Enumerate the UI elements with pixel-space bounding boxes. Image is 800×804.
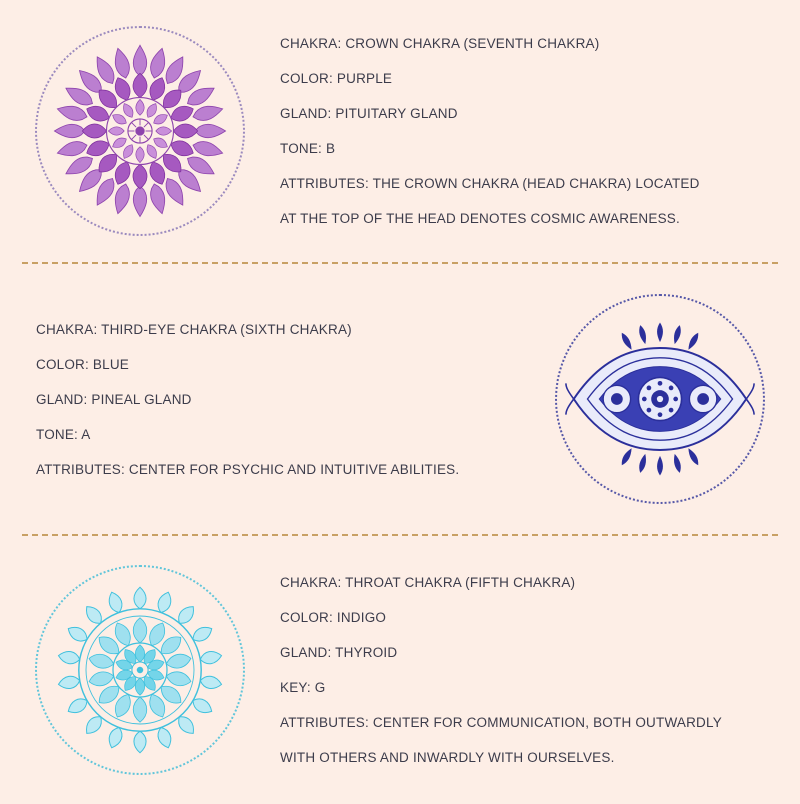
detail-line-tone: TONE: A — [36, 426, 91, 442]
detail-line-color: COLOR: PURPLE — [280, 71, 393, 86]
text-column-crown — [280, 26, 800, 236]
detail-line-chakra: CHAKRA: CROWN CHAKRA (SEVENTH CHAKRA) — [280, 36, 600, 51]
detail-line-key: KEY: G — [280, 680, 326, 695]
text-column-third-eye — [0, 312, 520, 487]
detail-line-attributes-1: ATTRIBUTES: THE CROWN CHAKRA (HEAD CHAKRA) LOCATED — [280, 176, 700, 191]
detail-line-attributes-1: ATTRIBUTES: CENTER FOR COMMUNICATION, BOTH OUTWARDLY — [280, 715, 722, 730]
third-eye-mandala-icon — [555, 294, 765, 504]
throat-mandala-graphic — [50, 580, 230, 760]
detail-line-gland: GLAND: PITUITARY GLAND — [280, 106, 458, 121]
third-eye-mandala-graphic — [562, 301, 758, 497]
art-column-throat — [0, 565, 280, 775]
lotus-mandala-icon — [35, 26, 245, 236]
lotus-mandala-graphic — [47, 38, 233, 224]
art-column-third-eye — [520, 294, 800, 504]
throat-mandala-icon — [35, 565, 245, 775]
detail-line-gland: GLAND: PINEAL GLAND — [36, 391, 192, 407]
section-throat-chakra — [0, 536, 800, 804]
text-column-throat — [280, 565, 800, 775]
detail-line-chakra: CHAKRA: THROAT CHAKRA (FIFTH CHAKRA) — [280, 575, 576, 590]
section-crown-chakra — [0, 0, 800, 262]
detail-line-gland: GLAND: THYROID — [280, 645, 398, 660]
detail-line-attributes-1: ATTRIBUTES: CENTER FOR PSYCHIC AND INTUITIVE ABILITIES. — [36, 461, 460, 477]
detail-line-tone: TONE: B — [280, 141, 336, 156]
section-third-eye-chakra — [0, 264, 800, 534]
detail-line-attributes-2: WITH OTHERS AND INWARDLY WITH OURSELVES. — [280, 750, 615, 765]
art-column-crown — [0, 26, 280, 236]
detail-line-chakra: CHAKRA: THIRD-EYE CHAKRA (SIXTH CHAKRA) — [36, 321, 352, 337]
detail-line-attributes-2: AT THE TOP OF THE HEAD DENOTES COSMIC AWARENESS. — [280, 211, 680, 226]
detail-line-color: COLOR: BLUE — [36, 356, 129, 372]
detail-line-color: COLOR: INDIGO — [280, 610, 387, 625]
